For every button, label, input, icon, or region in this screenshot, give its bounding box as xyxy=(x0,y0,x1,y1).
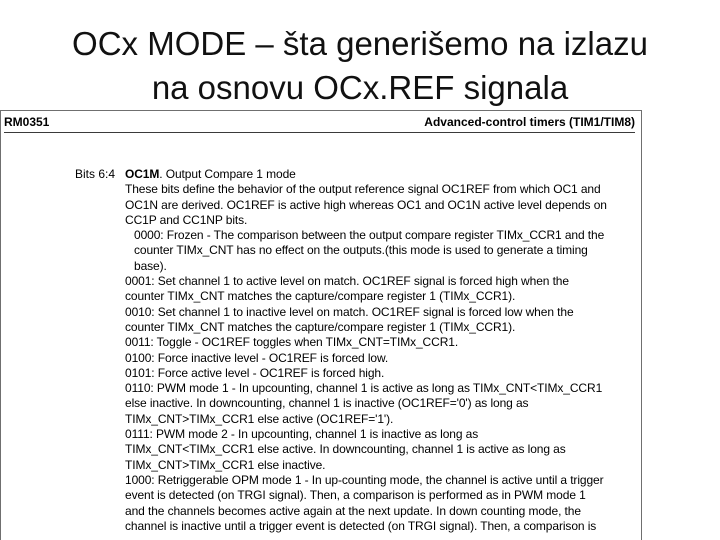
description-line: else inactive. In downcounting, channel 1 is inactive (OC1REF='0') as long as xyxy=(125,396,529,411)
description-line: These bits define the behavior of the output reference signal OC1REF from which OC1 and xyxy=(125,182,601,197)
description-line: event is detected (on TRGI signal). Then, a comparison is performed as in PWM mode 1 xyxy=(125,488,586,503)
description-line: 0110: PWM mode 1 - In upcounting, channel 1 is active as long as TIMx_CNT<TIMx_CCR1 xyxy=(125,381,603,396)
description-line: OC1N are derived. OC1REF is active high whereas OC1 and OC1N active level depends on xyxy=(125,197,607,212)
description-line: base). xyxy=(134,258,167,273)
description-lines xyxy=(125,182,637,534)
slide-title-line-1: OCx MODE – šta generišemo na izlazu xyxy=(72,25,648,62)
description-line: 0011: Toggle - OC1REF toggles when TIMx_CNT=TIMx_CCR1. xyxy=(125,335,459,350)
description-line: TIMx_CNT<TIMx_CCR1 else active. In downcounting, channel 1 is active as long as xyxy=(125,442,566,457)
slide-title xyxy=(0,22,720,110)
description-line: TIMx_CNT>TIMx_CCR1 else active (OC1REF='1'). xyxy=(125,411,394,426)
field-name: OC1M xyxy=(125,167,160,181)
description-line: 0111: PWM mode 2 - In upcounting, channel 1 is inactive as long as xyxy=(125,427,479,442)
description-line: counter TIMx_CNT matches the capture/compare register 1 (TIMx_CCR1). xyxy=(125,289,516,304)
section-title: Advanced-control timers (TIM1/TIM8) xyxy=(424,115,635,129)
description-line: 0101: Force active level - OC1REF is forced high. xyxy=(125,365,385,380)
field-description xyxy=(125,167,637,534)
description-line: 1000: Retriggerable OPM mode 1 - In up-counting mode, the channel is active until a trigger xyxy=(125,472,604,487)
description-line: 0100: Force inactive level - OC1REF is forced low. xyxy=(125,350,389,365)
reference-manual-excerpt xyxy=(0,110,642,540)
slide-title-line-2: na osnovu OCx.REF signala xyxy=(151,69,569,106)
description-line: 0000: Frozen - The comparison between the output compare register TIMx_CCR1 and the xyxy=(134,228,605,243)
description-line: 0010: Set channel 1 to inactive level on match. OC1REF signal is forced low when the xyxy=(125,304,574,319)
doc-id: RM0351 xyxy=(4,115,50,129)
description-line: 0001: Set channel 1 to active level on match. OC1REF signal is forced high when the xyxy=(125,274,569,289)
description-line: TIMx_CNT>TIMx_CCR1 else inactive. xyxy=(125,457,326,472)
description-line: counter TIMx_CNT matches the capture/compare register 1 (TIMx_CCR1). xyxy=(125,319,516,334)
doc-header xyxy=(4,114,635,133)
field-title xyxy=(125,167,637,182)
description-line: channel is inactive until a trigger event is detected (on TRGI signal). Then, a comparison is xyxy=(125,518,597,533)
description-line: counter TIMx_CNT has no effect on the outputs.(this mode is used to generate a timing xyxy=(134,243,588,258)
bits-label: Bits 6:4 xyxy=(75,167,116,181)
description-line: CC1P and CC1NP bits. xyxy=(125,212,248,227)
field-title-desc: . Output Compare 1 mode xyxy=(159,167,296,181)
description-line: and the channels becomes active again at the next update. In down counting mode, the xyxy=(125,503,581,518)
